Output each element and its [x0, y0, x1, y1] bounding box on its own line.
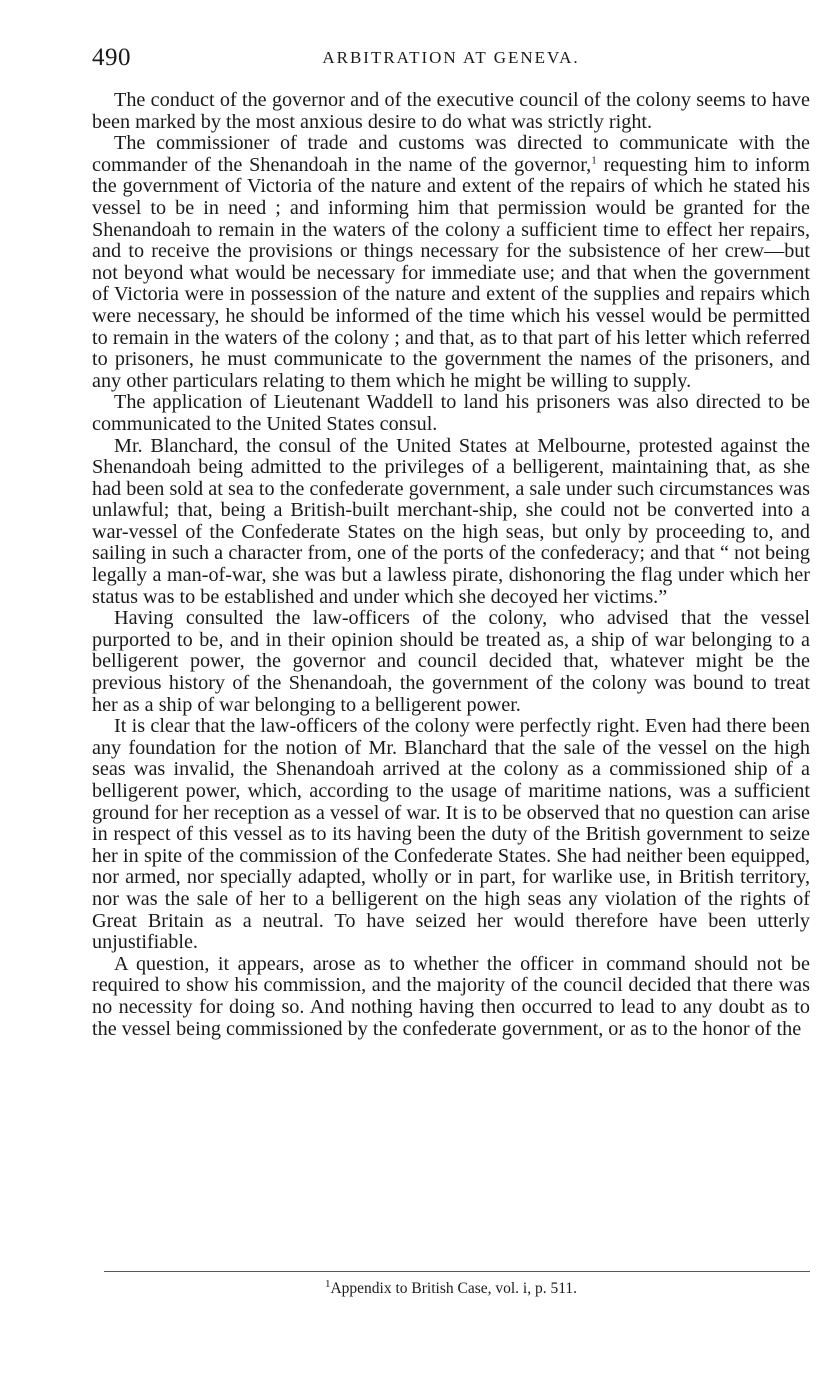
- paragraph-6: It is clear that the law-officers of the colony were perfectly right. Even had there been any foundation for the notion of Mr. Blanchard that the sale of the vessel on the high seas was invalid, the Shenandoah arrived at the colony as a commissioned ship of a belligerent power, which, according to the usage of maritime nations, was a sufficient ground for her reception as a vessel of war. It is to be observed that no question can arise in respect of this vessel as to its having been the duty of the British government to seize her in spite of the commission of the Confederate States. She had neither been equipped, nor armed, nor specially adapted, wholly or in part, for warlike use, in British territory, nor was the sale of her to a belligerent on the high seas any violation of the rights of Great Britain as a neutral. To have seized her would therefore have been utterly unjustifiable.: [92, 715, 810, 954]
- paragraph-5: Having consulted the law-officers of the colony, who advised that the vessel purported to be, and in their opinion should be treated as, a ship of war belonging to a belligerent power, the governor and council decided that, whatever might be the previous history of the Shenandoah, the government of the colony was bound to treat her as a ship of war belonging to a belligerent power.: [92, 607, 810, 716]
- footnote-text: Appendix to British Case, vol. i, p. 511.: [330, 1280, 578, 1297]
- paragraph-4: Mr. Blanchard, the consul of the United States at Melbourne, protested against the Shenandoah being admitted to the privileges of a belligerent, maintaining that, as she had been sold at sea to the confederate government, a sale under such circumstances was unlawful; that, being a British-built merchant-ship, she could not be converted into a war-vessel of the Confederate States on the high seas, but only by proceeding to, and sailing in such a character from, one of the ports of the confederacy; and that “ not being legally a man-of-war, she was but a lawless pirate, dishonoring the flag under which her status was to be established and under which she decoyed her victims.”: [92, 434, 810, 608]
- footnote-divider: [104, 1271, 810, 1272]
- page-header: [92, 44, 810, 78]
- footnote-reference: 1: [591, 154, 597, 167]
- paragraph-7: A question, it appears, arose as to whether the officer in command should not be required to show his commission, and the majority of the council decided that there was no necessity for doing so. And nothing having then occurred to lead to any doubt as to the vessel being commissioned by the confederate government, or as to the honor of the: [92, 952, 810, 1040]
- running-title: ARBITRATION AT GENEVA.: [322, 48, 580, 67]
- footnote-mark: 1: [324, 1277, 331, 1290]
- footnote: [92, 1277, 810, 1298]
- body-text: [92, 90, 810, 1040]
- document-page: [92, 44, 810, 1040]
- page-number: 490: [92, 44, 131, 71]
- paragraph-3: The application of Lieutenant Waddell to land his prisoners was also directed to be communicated to the United States consul.: [92, 391, 810, 435]
- paragraph-1: The conduct of the governor and of the executive council of the colony seems to have been marked by the most anxious desire to do what was strictly right.: [92, 89, 810, 133]
- paragraph-2-text-a: The commissioner of trade and customs was directed to communicate with the commander of the Shenandoah in the name of the governor,: [92, 132, 810, 176]
- paragraph-2: [92, 133, 810, 392]
- paragraph-2-text-b: requesting him to inform the government of Victoria of the nature and extent of the repairs of which he stated his vessel to be in need ; and informing him that permission would be granted for the Shenandoah to remain in the waters of the colony a sufficient time to effect her repairs, and to receive the provisions or things necessary for the subsistence of her crew—but not beyond what would be necessary for immediate use; and that when the government of Victoria were in possession of the nature and extent of the supplies and repairs which were necessary, he should be informed of the time which his vessel would be permitted to remain in the waters of the colony ; and that, as to that part of his letter which referred to prisoners, he must communicate to the government the names of the prisoners, and any other particulars relating to them which he might be willing to supply.: [92, 153, 810, 392]
